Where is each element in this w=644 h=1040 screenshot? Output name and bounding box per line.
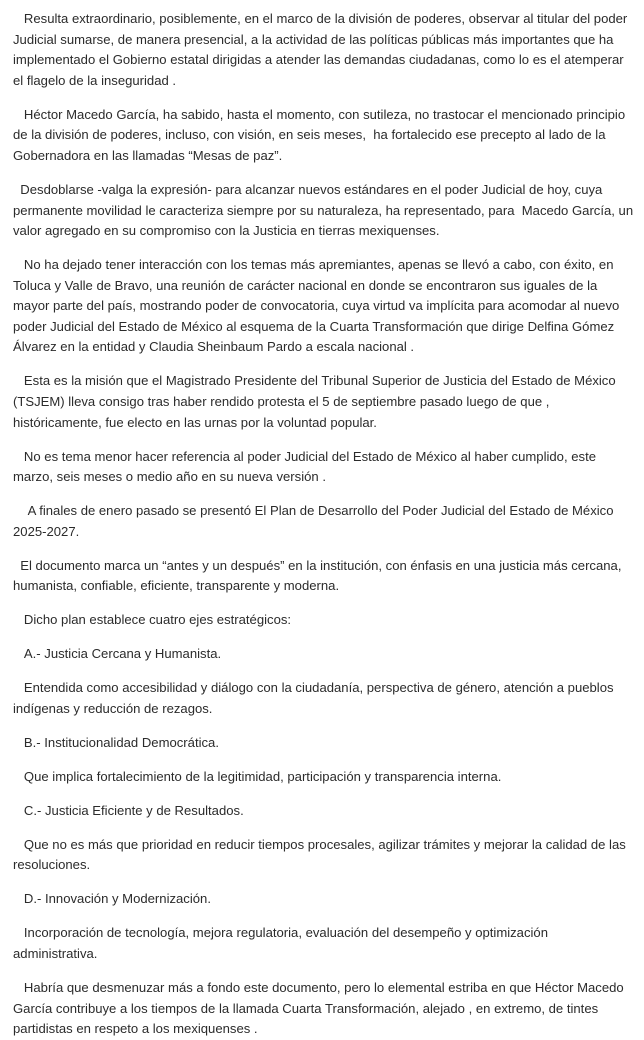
axis-heading-c: C.- Justicia Eficiente y de Resultados. (13, 802, 244, 818)
axis-description-b: Que implica fortalecimiento de la legitimidad, participación y transparencia interna. (13, 768, 502, 784)
paragraph: No ha dejado tener interacción con los temas más apremiantes, apenas se llevó a cabo, con éxito, en Toluca y Valle de Bravo, una reunión de carácter nacional en donde se encontraron sus iguales de la mayor parte del país, mostrando poder de convocatoria, cuya virtud va implícita para acomodar al nuevo poder Judicial del Estado de México al esquema de la Cuarta Transformación que dirige Delfina Gómez Álvarez en la entidad y Claudia Sheinbaum Pardo a escala nacional . (13, 257, 623, 355)
paragraph: Esta es la misión que el Magistrado Presidente del Tribunal Superior de Justicia del Estado de México (TSJEM) lleva consigo tras haber rendido protesta el 5 de septiembre pasado luego de que , históricamente, fue electo en las urnas por la voluntad popular. (13, 373, 620, 430)
paragraph: No es tema menor hacer referencia al poder Judicial del Estado de México al haber cumplido, este marzo, seis meses o medio año en su nueva versión . (13, 448, 600, 485)
paragraph: Héctor Macedo García, ha sabido, hasta el momento, con sutileza, no trastocar el mencionado principio de la división de poderes, incluso, con visión, en seis meses, ha fortalecido ese precepto al lado de la Gobernadora en las llamadas “Mesas de paz”. (13, 106, 629, 163)
paragraph: Dicho plan establece cuatro ejes estratégicos: (13, 612, 292, 628)
paragraph-intro: Resulta extraordinario, posiblemente, en el marco de la división de poderes, observar al titular del poder Judicial sumarse, de manera presencial, a la actividad de las políticas públicas más importantes que ha implementado el Gobierno estatal dirigidas a atender las demandas ciudadanas, como lo es el atemperar el flagelo de la inseguridad . (13, 11, 631, 88)
paragraph: A finales de enero pasado se presentó El Plan de Desarrollo del Poder Judicial del Estado de México 2025-2027. (13, 503, 618, 539)
paragraph-conclusion: Habría que desmenuzar más a fondo este documento, pero lo elemental estriba en que Héctor Macedo García contribuye a los tiempos de la llamada Cuarta Transformación, alejado , en extremo, de tintes partidistas en respeto a los mexiquenses . (13, 980, 628, 1037)
paragraph: Desdoblarse -valga la expresión- para alcanzar nuevos estándares en el poder Judicial de hoy, cuya permanente movilidad le caracteriza siempre por su naturaleza, ha representado, para Macedo García, un valor agregado en su compromiso con la Justicia en tierras mexiquenses. (13, 181, 637, 239)
axis-description-d: Incorporación de tecnología, mejora regulatoria, evaluación del desempeño y optimización administrativa. (13, 925, 552, 962)
axis-description-a: Entendida como accesibilidad y diálogo con la ciudadanía, perspectiva de género, atención a pueblos indígenas y reducción de rezagos. (13, 680, 618, 716)
axis-description-c: Que no es más que prioridad en reducir tiempos procesales, agilizar trámites y mejorar la calidad de las resoluciones. (13, 836, 630, 873)
axis-heading-a: A.- Justicia Cercana y Humanista. (13, 646, 222, 662)
axis-heading-d: D.- Innovación y Modernización. (13, 891, 211, 907)
paragraph: El documento marca un “antes y un después” en la institución, con énfasis en una justicia más cercana, humanista, confiable, eficiente, transparente y moderna. (13, 557, 626, 594)
axis-heading-b: B.- Institucionalidad Democrática. (13, 734, 219, 750)
